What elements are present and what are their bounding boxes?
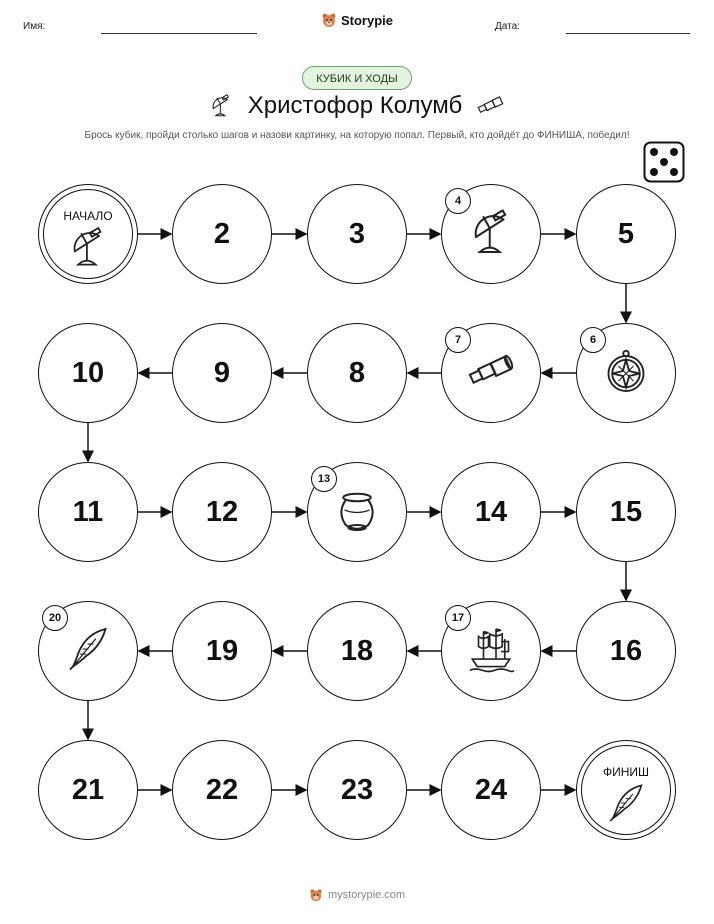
cell-number: 24: [474, 773, 508, 806]
start-label: НАЧАЛО: [63, 209, 113, 223]
quill-icon: [63, 624, 113, 674]
board-cell-23: [307, 740, 407, 840]
board-cell-5: [576, 184, 676, 284]
board-cell-4: [441, 184, 541, 284]
cell-number: 21: [71, 773, 105, 806]
board-cell-14: [441, 462, 541, 562]
board-cell-1: [38, 184, 138, 284]
pot-icon: [332, 485, 382, 535]
compass-icon: [601, 346, 651, 396]
board-cell-15: [576, 462, 676, 562]
board-cell-25: [576, 740, 676, 840]
ship-icon: [466, 624, 516, 674]
board-cell-9: [172, 323, 272, 423]
quill-icon: [604, 781, 648, 825]
board-cell-13: [307, 462, 407, 562]
board-cell-19: [172, 601, 272, 701]
date-label: Дата:: [495, 21, 520, 32]
cell-number: 19: [205, 634, 239, 667]
board-cell-24: [441, 740, 541, 840]
board-cell-2: [172, 184, 272, 284]
cell-number: 18: [340, 634, 374, 667]
cell-number: 10: [71, 356, 105, 389]
cell-number-badge: 13: [311, 466, 337, 492]
cell-number: 22: [205, 773, 239, 806]
cell-number-badge: 17: [445, 605, 471, 631]
cell-number: 14: [474, 495, 508, 528]
cell-number-badge: 4: [445, 188, 471, 214]
footer: [0, 888, 714, 907]
footer-url[interactable]: mystorypie.com: [327, 889, 406, 901]
cell-number: 3: [348, 217, 366, 250]
board-cell-16: [576, 601, 676, 701]
board-cell-7: [441, 323, 541, 423]
board-cell-17: [441, 601, 541, 701]
cell-number-badge: 20: [42, 605, 68, 631]
board-cell-18: [307, 601, 407, 701]
cell-number: 11: [72, 495, 104, 528]
game-type-tag: КУБИК И ХОДЫ: [302, 66, 412, 90]
finish-label: ФИНИШ: [602, 765, 650, 779]
cell-number: 2: [213, 217, 231, 250]
cell-number: 12: [205, 495, 239, 528]
board-cell-10: [38, 323, 138, 423]
brand-name: Storypie: [340, 12, 393, 28]
sextant-icon: [466, 207, 516, 257]
sextant-icon: [66, 225, 110, 269]
instructions: Брось кубик, пройди столько шагов и назови картинку, на которую попал. Первый, кто дойдёт до ФИНИША, победил!: [84, 130, 630, 141]
board-cell-3: [307, 184, 407, 284]
cell-number-badge: 7: [445, 327, 471, 353]
board-cell-20: [38, 601, 138, 701]
page-title: Христофор Колумб: [247, 92, 463, 119]
cell-number: 9: [213, 356, 231, 389]
cell-number: 15: [609, 495, 643, 528]
board-cell-21: [38, 740, 138, 840]
board-cell-12: [172, 462, 272, 562]
board-cell-6: [576, 323, 676, 423]
name-label: Имя:: [23, 21, 46, 32]
cell-number: 23: [340, 773, 374, 806]
bear-logo-icon: [309, 888, 323, 902]
board-cell-22: [172, 740, 272, 840]
spyglass-icon: [466, 346, 516, 396]
cell-number: 8: [348, 356, 366, 389]
cell-number-badge: 6: [580, 327, 606, 353]
board-cell-8: [307, 323, 407, 423]
board-cell-11: [38, 462, 138, 562]
cell-number: 5: [617, 217, 635, 250]
cell-number: 16: [609, 634, 643, 667]
